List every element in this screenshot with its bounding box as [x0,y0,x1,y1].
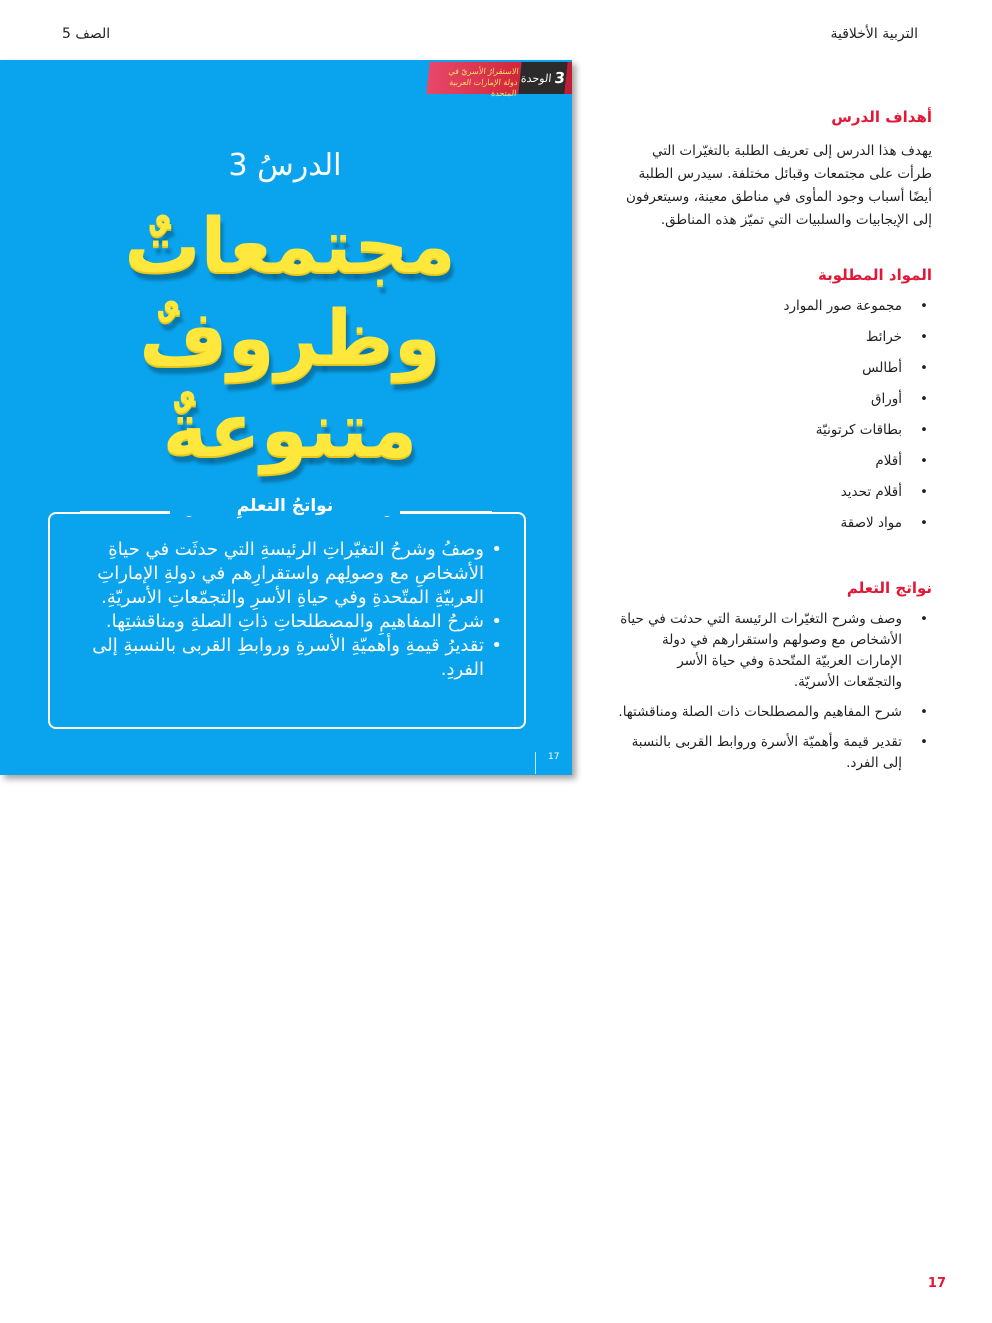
student-page-thumbnail [0,60,572,775]
list-item: • شرح المفاهيم والمصطلحات ذات الصلة ومناقشتها. [616,702,932,723]
unit-number: 3 [553,69,566,87]
materials-list [616,296,932,544]
unit-ribbon [426,62,572,98]
thumbnail-page-number: 17 [548,752,560,762]
decorative-line [80,511,184,513]
list-item: • مجموعة صور الموارد [616,296,932,327]
page-divider [535,752,536,774]
list-item: • شرحُ المفاهيمِ والمصطلحاتِ ذاتِ الصلةِ ومناقشتِها. [70,610,502,634]
list-item: • أطالس [616,358,932,389]
learning-outcomes-section [616,579,932,783]
materials-title: المواد المطلوبة [818,266,932,284]
list-item: • تقدير قيمة وأهميّة الأسرة وروابط القربى بالنسبة إلى الفرد. [616,732,932,774]
materials-section [616,266,932,544]
lesson-title-line-3: متنوعةٌ [162,385,418,474]
outcomes-heading: نواتجُ التعلمِ [170,496,400,516]
lesson-title-line-2: وظروفٌ [139,293,441,382]
lesson-goals-title: أهداف الدرس [831,108,932,126]
list-item: • خرائط [616,327,932,358]
unit-title: الاستقرارُ الأسريّ في دولة الإمارات العربية المتحدة [448,67,520,98]
lesson-title-line-1: مجتمعاتٌ [124,201,456,290]
list-item: • مواد لاصقة [616,513,932,544]
list-item: • أقلام تحديد [616,482,932,513]
learning-outcomes-list [616,609,932,774]
list-item: • وصف وشرح التغيّرات الرئيسة التي حدثت في حياة الأشخاص مع وصولهم واستقرارهم في دولة الإمارات العربيّة المتّحدة وفي حياة الأسر والتجمّعات الأسريّة. [616,609,932,693]
student-outcomes-list [70,538,502,682]
list-item: • أقلام [616,451,932,482]
page-number: 17 [927,1276,946,1291]
subject-label: التربية الأخلاقية [830,26,918,42]
unit-badge [518,62,567,94]
unit-label: الوحدة [520,71,553,85]
list-item: • تقديرُ قيمةِ وأهميّةِ الأسرةِ وروابطِ القربى بالنسبةِ إلى الفردِ. [70,634,502,682]
list-item: • بطاقات كرتونيّة [616,420,932,451]
grade-label: الصف 5 [62,26,111,42]
lesson-goals-text: يهدف هذا الدرس إلى تعريف الطلبة بالتغيّرات التي طرأت على مجتمعات وقبائل مختلفة. سيدرس الطلبة أيضًا أسباب وجود المأوى في مناطق معينة، وسيتعرفون إلى الإيجابيات والسلبيات التي تميّز هذه المناطق. [626,143,932,228]
learning-outcomes-title: نواتج التعلم [846,579,932,597]
decorative-line [392,511,492,513]
lesson-goals-section [616,108,932,232]
lesson-title [100,200,480,476]
list-item: • وصفُ وشرحُ التغيّراتِ الرئيسةِ التي حدثَت في حياةِ الأشخاصِ مع وصولِهم واستقرارِهم في دولةِ الإماراتِ العربيّةِ المتّحدةِ وفي حياةِ الأسرِ والتجمّعاتِ الأسريّةِ. [70,538,502,610]
lesson-number: الدرسُ 3 [228,148,342,183]
list-item: • أوراق [616,389,932,420]
outcomes-box [48,512,526,729]
